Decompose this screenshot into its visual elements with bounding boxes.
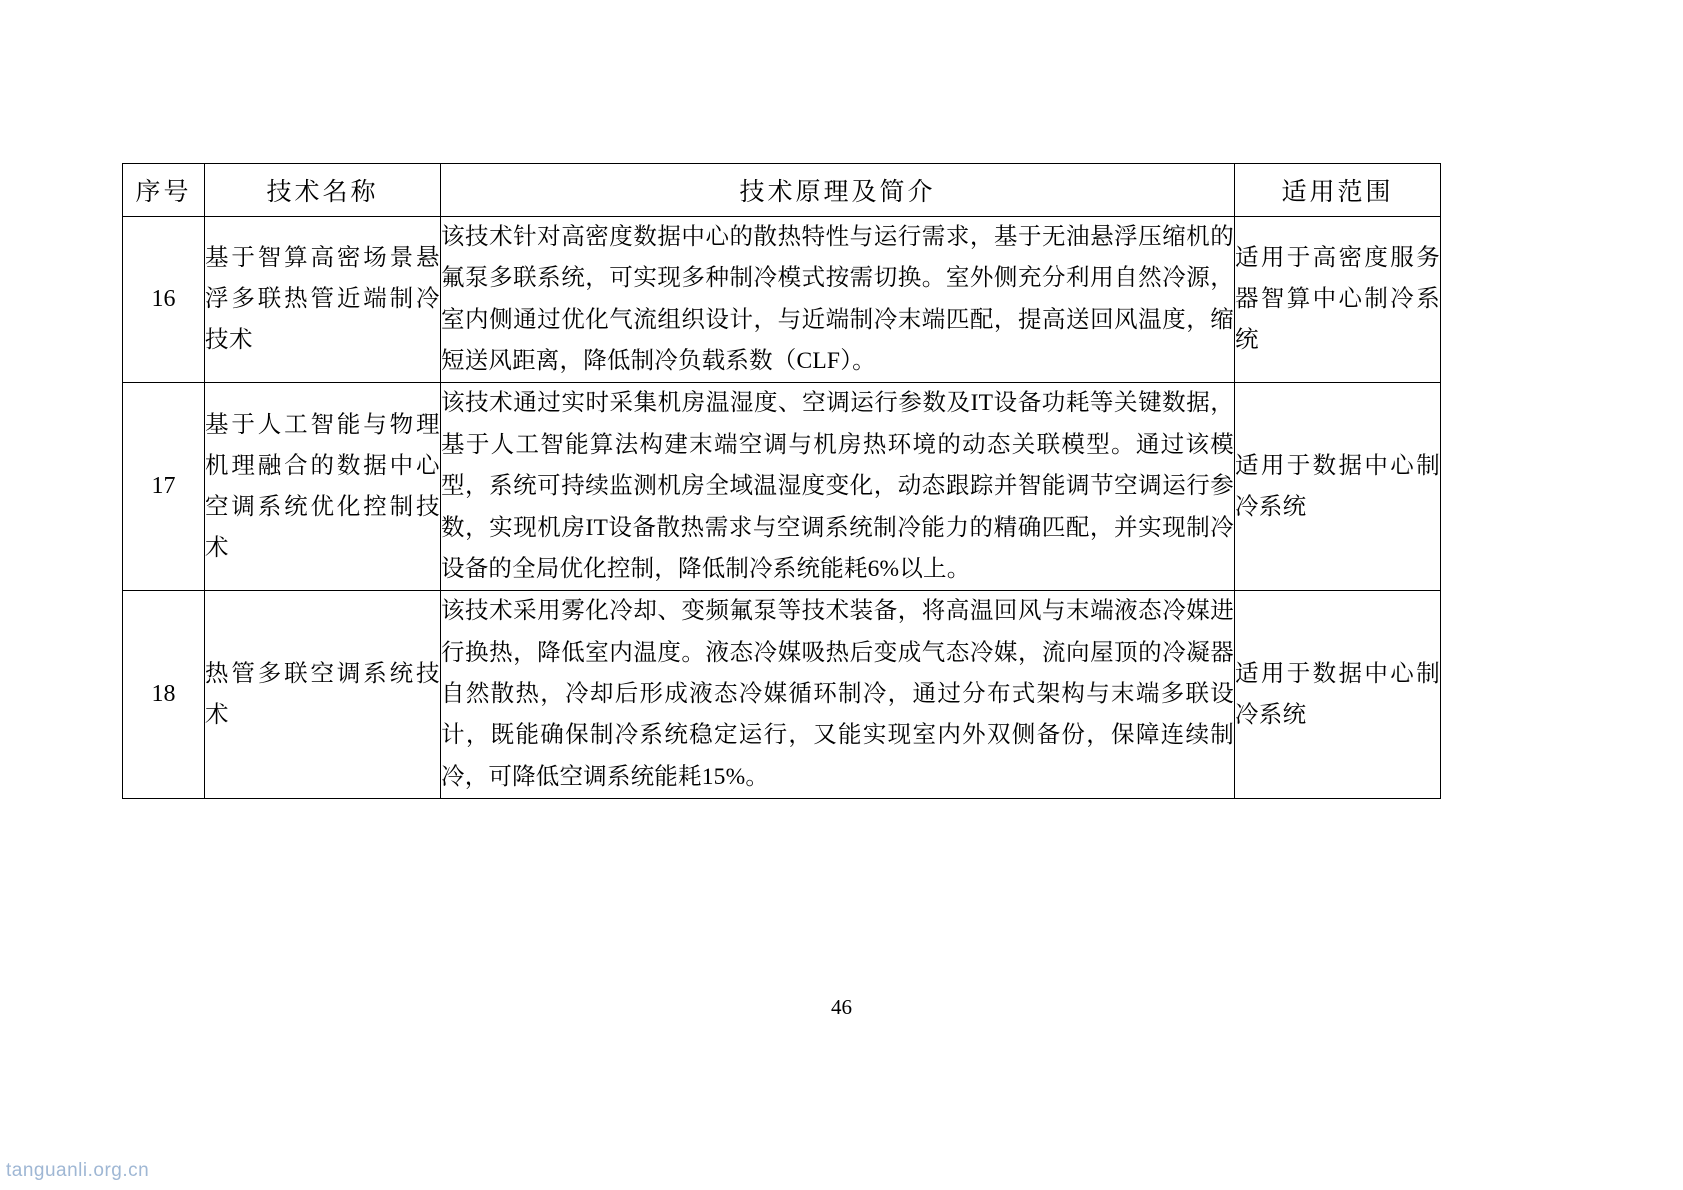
table-row <box>123 383 1441 591</box>
row-number: 16 <box>123 217 205 383</box>
column-header-desc: 技术原理及简介 <box>441 164 1235 217</box>
column-header-scope: 适用范围 <box>1235 164 1441 217</box>
table-row <box>123 217 1441 383</box>
table-body <box>123 217 1441 799</box>
row-number: 18 <box>123 591 205 799</box>
application-scope: 适用于数据中心制冷系统 <box>1235 383 1441 591</box>
row-number: 17 <box>123 383 205 591</box>
technology-name: 热管多联空调系统技术 <box>205 591 441 799</box>
table-row <box>123 591 1441 799</box>
technology-name: 基于人工智能与物理机理融合的数据中心空调系统优化控制技术 <box>205 383 441 591</box>
technology-description: 该技术针对高密度数据中心的散热特性与运行需求，基于无油悬浮压缩机的氟泵多联系统，可实现多种制冷模式按需切换。室外侧充分利用自然冷源，室内侧通过优化气流组织设计，与近端制冷末端匹配，提高送回风温度，缩短送风距离，降低制冷负载系数（CLF）。 <box>441 217 1235 383</box>
table-header-row <box>123 164 1441 217</box>
page-number: 46 <box>831 995 852 1019</box>
technology-description: 该技术通过实时采集机房温湿度、空调运行参数及IT设备功耗等关键数据，基于人工智能算法构建末端空调与机房热环境的动态关联模型。通过该模型，系统可持续监测机房全域温湿度变化，动态跟踪并智能调节空调运行参数，实现机房IT设备散热需求与空调系统制冷能力的精确匹配，并实现制冷设备的全局优化控制，降低制冷系统能耗6%以上。 <box>441 383 1235 591</box>
column-header-name: 技术名称 <box>205 164 441 217</box>
column-header-no: 序号 <box>123 164 205 217</box>
application-scope: 适用于高密度服务器智算中心制冷系统 <box>1235 217 1441 383</box>
application-scope: 适用于数据中心制冷系统 <box>1235 591 1441 799</box>
watermark: tanguanli.org.cn <box>6 1160 150 1181</box>
technology-name: 基于智算高密场景悬浮多联热管近端制冷技术 <box>205 217 441 383</box>
technology-description: 该技术采用雾化冷却、变频氟泵等技术装备，将高温回风与末端液态冷媒进行换热，降低室内温度。液态冷媒吸热后变成气态冷媒，流向屋顶的冷凝器自然散热，冷却后形成液态冷媒循环制冷，通过分布式架构与末端多联设计，既能确保制冷系统稳定运行，又能实现室内外双侧备份，保障连续制冷，可降低空调系统能耗15%。 <box>441 591 1235 799</box>
technology-table <box>122 163 1441 799</box>
table-header <box>123 164 1441 217</box>
